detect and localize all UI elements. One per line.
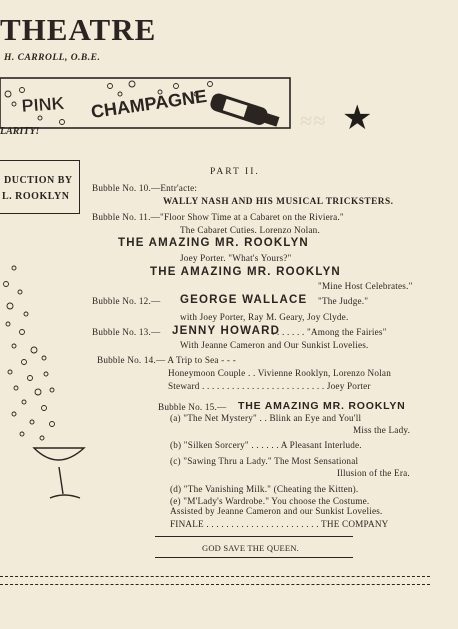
bubble-13-cast: With Jeanne Cameron and Our Sunkist Lovelies.	[180, 340, 369, 350]
bubble-14-line-2: Steward . . . . . . . . . . . . . . . . . . . . . . . . . Joey Porter	[168, 381, 371, 391]
production-credit-box	[0, 160, 80, 214]
bubble-15-a-line-1: (a) "The Net Mystery" . . Blink an Eye and You'll	[170, 413, 362, 423]
bubble-12-label: Bubble No. 12.—	[92, 296, 161, 306]
bubble-15-label: Bubble No. 15.—	[158, 402, 227, 412]
bubble-11-star-2: THE AMAZING MR. ROOKLYN	[150, 266, 341, 278]
charity-label: LARITY!	[0, 126, 40, 137]
bubble-15-e-line-2: Assisted by Jeanne Cameron and our Sunkist Lovelies.	[170, 506, 383, 516]
bubble-13-title: . . . . . . . "Among the Fairies"	[272, 327, 387, 337]
anthem-text: GOD SAVE THE QUEEN.	[202, 543, 299, 553]
bubble-10-label: Bubble No. 10.—Entr'acte:	[92, 183, 198, 193]
bubble-15-d: (d) "The Vanishing Milk." (Cheating the Kitten).	[170, 484, 359, 494]
bubble-13-label: Bubble No. 13.—	[92, 327, 161, 337]
bubble-15-c-line-2: Illusion of the Era.	[337, 468, 410, 478]
anthem-rule-bottom	[155, 557, 353, 558]
bubble-15-b: (b) "Silken Sorcery" . . . . . . A Pleasant Interlude.	[170, 440, 362, 450]
anthem-rule-top	[155, 536, 353, 537]
finale-line: FINALE . . . . . . . . . . . . . . . . . . . . . . . THE COMPANY	[170, 519, 389, 529]
bubble-11-line-2: Joey Porter. "What's Yours?"	[180, 253, 292, 263]
bubble-14-label: Bubble No. 14.— A Trip to Sea - - -	[97, 355, 236, 365]
bubble-11-label: Bubble No. 11.—"Floor Show Time at a Cabaret on the Riviera."	[92, 212, 344, 222]
bubble-12-star: GEORGE WALLACE	[180, 294, 308, 306]
bubble-15-star: THE AMAZING MR. ROOKLYN	[238, 400, 406, 412]
production-credit-line1: DUCTION BY	[4, 175, 73, 186]
bubble-12-cast: with Joey Porter, Ray M. Geary, Joy Clyde.	[180, 312, 349, 322]
manager-credit: H. CARROLL, O.B.E.	[4, 53, 101, 63]
champagne-bottle-illustration	[0, 72, 292, 148]
bubble-11-cast: The Cabaret Cuties. Lorenzo Nolan.	[180, 225, 320, 235]
svg-text:PINK: PINK	[20, 93, 66, 116]
star-icon: ★	[342, 100, 373, 137]
bubble-14-line-1: Honeymoon Couple . . Vivienne Rooklyn, Lorenzo Nolan	[168, 368, 391, 378]
dashed-divider-1	[0, 576, 430, 577]
bleed-through-text: ≈≈	[300, 108, 327, 133]
svg-text:CHAMPAGNE: CHAMPAGNE	[89, 85, 209, 122]
bubble-11-star-1: THE AMAZING MR. ROOKLYN	[118, 237, 309, 249]
production-credit-line2: L. ROOKLYN	[2, 191, 70, 202]
bubble-15-e-line-1: (e) "M'Lady's Wardrobe." You choose the Costume.	[170, 496, 370, 506]
bubble-10-act: WALLY NASH AND HIS MUSICAL TRICKSTERS.	[163, 197, 394, 207]
bubble-13-star: JENNY HOWARD	[172, 325, 281, 337]
bubble-11-line-3: "Mine Host Celebrates."	[318, 281, 413, 291]
bubble-12-title: "The Judge."	[318, 296, 369, 306]
part-heading: PART II.	[210, 167, 260, 177]
bubble-15-c-line-1: (c) "Sawing Thru a Lady." The Most Sensational	[170, 456, 359, 466]
pink-champagne-banner	[0, 72, 292, 148]
theatre-title: THEATRE	[0, 12, 157, 47]
dashed-divider-2	[0, 584, 430, 585]
champagne-glass-illustration	[0, 262, 92, 510]
bubble-15-a-line-2: Miss the Lady.	[353, 425, 411, 435]
